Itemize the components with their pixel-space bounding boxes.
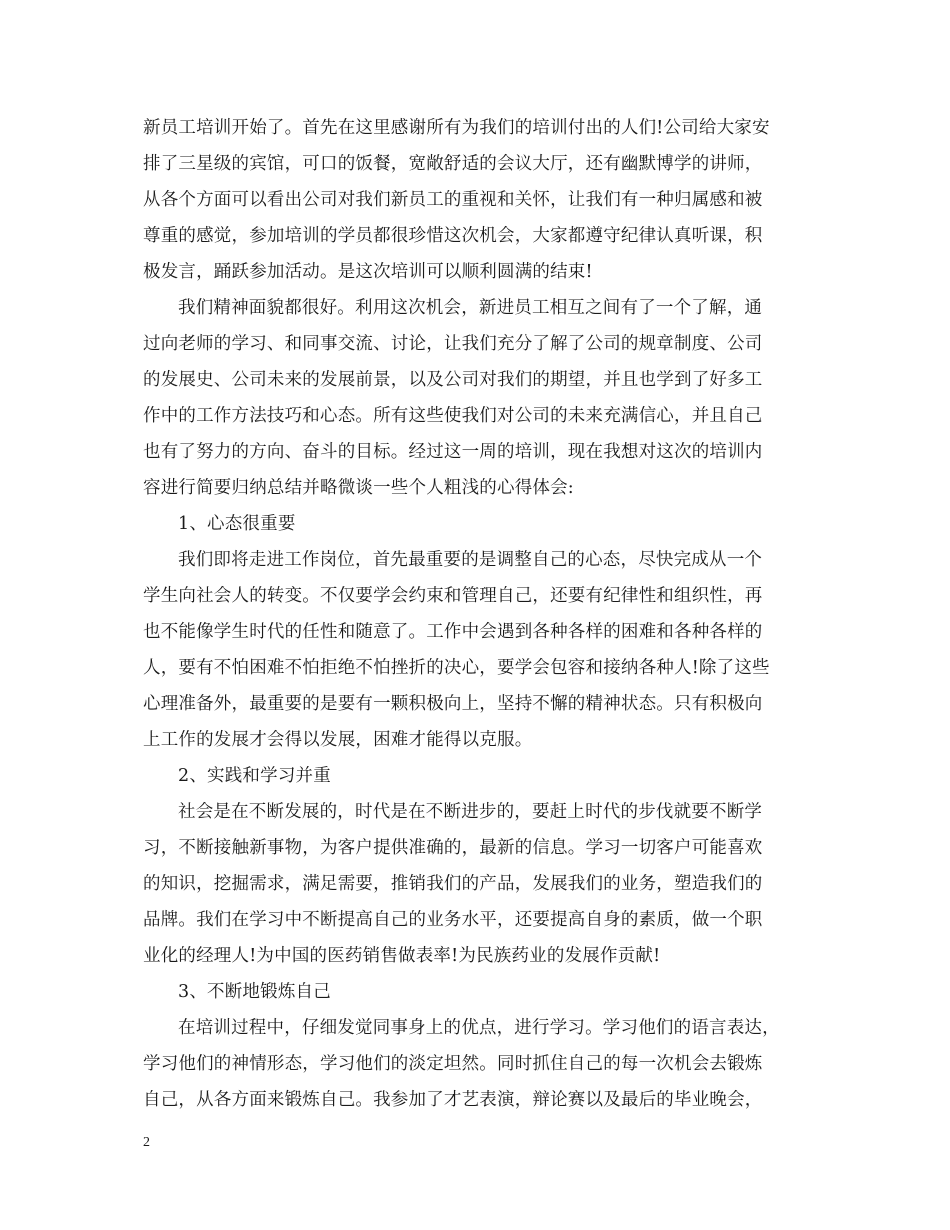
text-line: 品牌。我们在学习中不断提高自己的业务水平，还要提高自身的素质，做一个职 — [143, 910, 763, 930]
text-line: 容进行简要归纳总结并略微谈一些个人粗浅的心得体会: — [143, 478, 574, 498]
page-number: 2 — [143, 1135, 150, 1150]
paragraph-first-line: 社会是在不断发展的，时代是在不断进步的，要赶上时代的步伐就要不断学 — [178, 802, 763, 822]
text-line: 人，要有不怕困难不怕拒绝不怕挫折的决心，要学会包容和接纳各种人!除了这些 — [143, 658, 770, 678]
text-line: 的知识，挖掘需求，满足需要，推销我们的产品，发展我们的业务，塑造我们的 — [143, 874, 763, 894]
text-line: 排了三星级的宾馆，可口的饭餐，宽敞舒适的会议大厅，还有幽默博学的讲师， — [143, 154, 763, 174]
text-line: 也有了努力的方向、奋斗的目标。经过这一周的培训，现在我想对这次的培训内 — [143, 442, 763, 462]
section-heading: 1、心态很重要 — [178, 514, 296, 534]
text-line: 也不能像学生时代的任性和随意了。工作中会遇到各种各样的困难和各种各样的 — [143, 622, 763, 642]
paragraph-first-line: 在培训过程中，仔细发觉同事身上的优点，进行学习。学习他们的语言表达， — [178, 1018, 780, 1038]
text-line: 学习他们的神情形态，学习他们的淡定坦然。同时抓住自己的每一次机会去锻炼 — [143, 1054, 763, 1074]
text-line: 的发展史、公司未来的发展前景，以及公司对我们的期望，并且也学到了好多工 — [143, 370, 763, 390]
text-line: 从各个方面可以看出公司对我们新员工的重视和关怀，让我们有一种归属感和被 — [143, 190, 763, 210]
paragraph-first-line: 我们即将走进工作岗位，首先最重要的是调整自己的心态，尽快完成从一个 — [178, 550, 763, 570]
section-heading: 2、实践和学习并重 — [178, 766, 331, 786]
text-line: 自己，从各方面来锻炼自己。我参加了才艺表演，辩论赛以及最后的毕业晚会， — [143, 1090, 763, 1110]
text-line: 过向老师的学习、和同事交流、讨论，让我们充分了解了公司的规章制度、公司 — [143, 334, 763, 354]
text-line: 心理准备外，最重要的是要有一颗积极向上，坚持不懈的精神状态。只有积极向 — [143, 694, 763, 714]
text-line: 上工作的发展才会得以发展，困难才能得以克服。 — [143, 730, 533, 750]
text-line: 极发言，踊跃参加活动。是这次培训可以顺利圆满的结束! — [143, 262, 593, 282]
text-line: 尊重的感觉，参加培训的学员都很珍惜这次机会，大家都遵守纪律认真听课，积 — [143, 226, 763, 246]
text-line: 新员工培训开始了。首先在这里感谢所有为我们的培训付出的人们!公司给大家安 — [143, 118, 770, 138]
section-heading: 3、不断地锻炼自己 — [178, 982, 331, 1002]
text-line: 学生向社会人的转变。不仅要学会约束和管理自己，还要有纪律性和组织性，再 — [143, 586, 763, 606]
paragraph-first-line: 我们精神面貌都很好。利用这次机会，新进员工相互之间有了一个了解，通 — [178, 298, 763, 318]
text-line: 业化的经理人!为中国的医药销售做表率!为民族药业的发展作贡献! — [143, 946, 661, 966]
text-line: 作中的工作方法技巧和心态。所有这些使我们对公司的未来充满信心，并且自己 — [143, 406, 763, 426]
text-line: 习，不断接触新事物，为客户提供准确的，最新的信息。学习一切客户可能喜欢 — [143, 838, 763, 858]
